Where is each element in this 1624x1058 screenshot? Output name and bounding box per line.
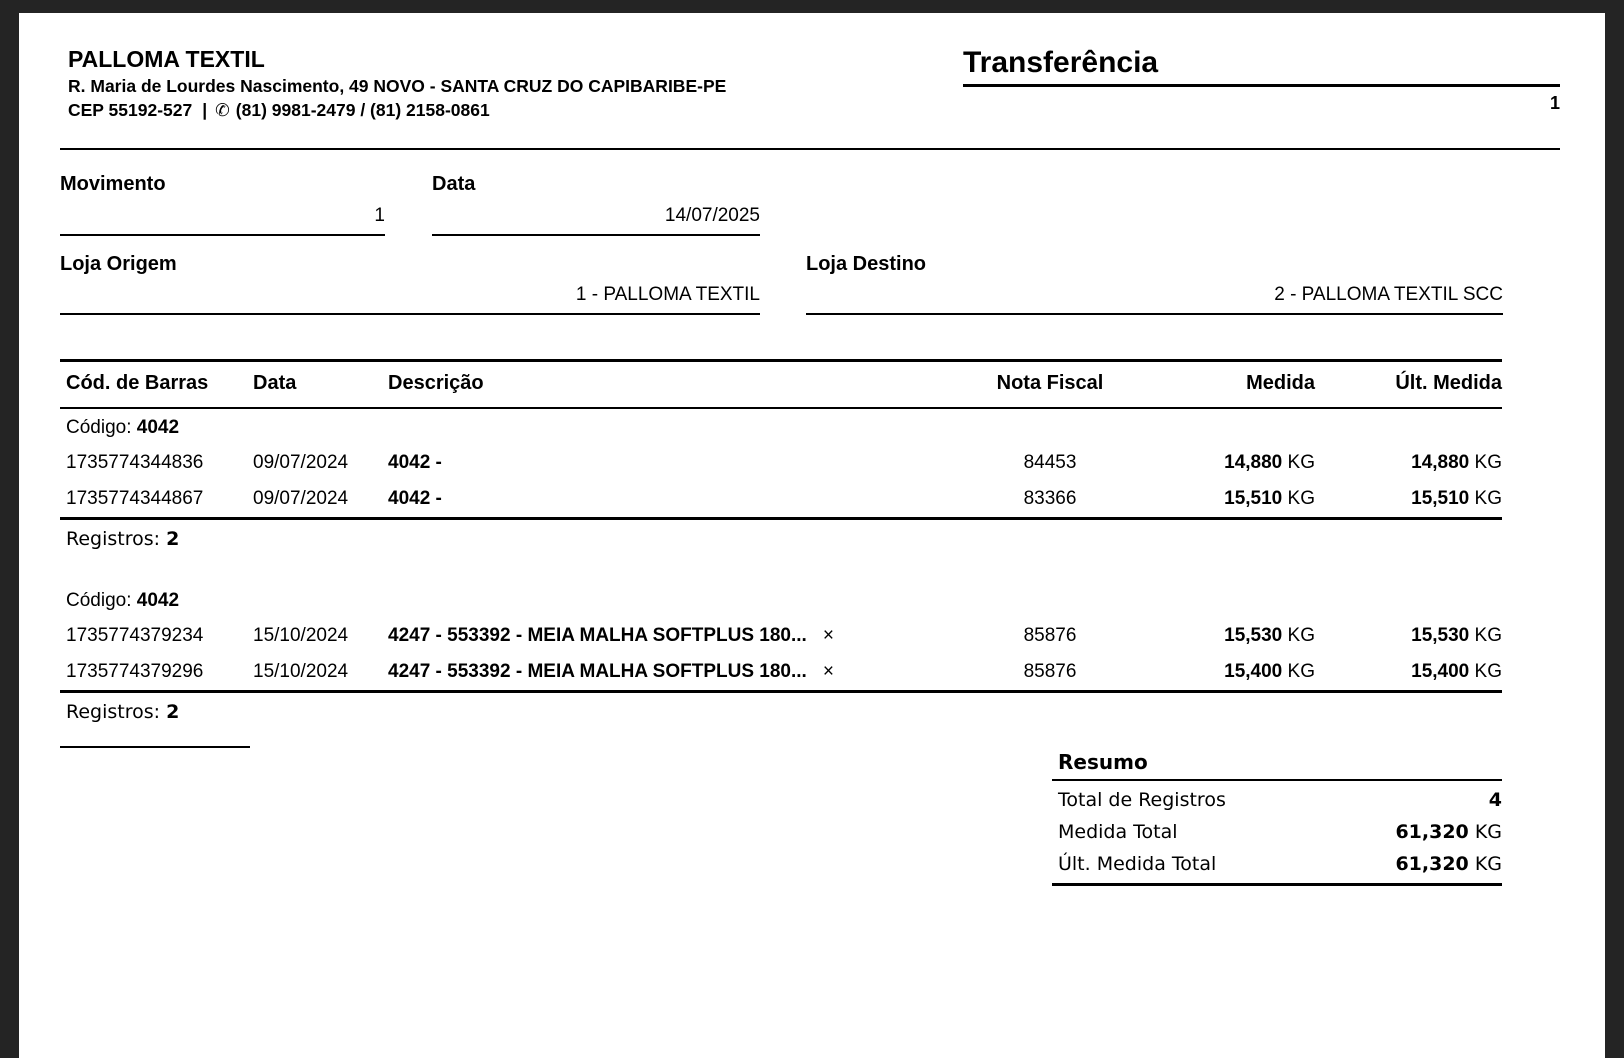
movimento-label: Movimento [60, 173, 166, 195]
registros-value: 2 [166, 528, 180, 550]
summary-unit: KG [1474, 821, 1502, 843]
cancel-x-marker: × [822, 625, 834, 646]
cell-description [388, 625, 960, 647]
measure-unit: KG [1287, 661, 1315, 682]
header-invoice: Nota Fiscal [996, 372, 1104, 394]
last-measure-value: 15,510 [1411, 488, 1470, 509]
table-group [60, 409, 1502, 556]
company-cep: CEP 55192-527 [68, 100, 193, 120]
cell-invoice: 85876 [1023, 661, 1077, 682]
summary-number: 61,320 [1395, 821, 1469, 843]
measure-value: 15,400 [1224, 661, 1283, 682]
description-text: 4042 - [388, 452, 442, 473]
last-measure-value: 14,880 [1411, 452, 1470, 473]
code-value: 4042 [136, 590, 180, 611]
cell-last-measure [1315, 488, 1502, 510]
group-code-line [60, 582, 1502, 618]
measure-unit: KG [1287, 452, 1315, 473]
summary-number: 61,320 [1395, 853, 1469, 875]
header-divider [60, 148, 1560, 150]
summary-number: 4 [1488, 789, 1502, 811]
cell-measure [1140, 452, 1315, 474]
report-title: Transferência [963, 46, 1560, 87]
cell-measure [1140, 661, 1315, 683]
transfer-table [60, 359, 1502, 729]
code-value: 4042 [136, 417, 180, 438]
group-rows [60, 445, 1502, 520]
last-measure-unit: KG [1474, 661, 1502, 682]
cell-last-measure [1315, 625, 1502, 647]
measure-unit: KG [1287, 625, 1315, 646]
cell-barcode: 1735774344836 [66, 452, 204, 473]
data-label: Data [432, 173, 476, 195]
cell-barcode: 1735774379296 [66, 661, 204, 682]
page-number: 1 [1549, 93, 1560, 113]
summary-value [1489, 789, 1502, 811]
cell-measure [1140, 488, 1315, 510]
summary-row [1052, 816, 1502, 848]
measure-value: 15,510 [1224, 488, 1283, 509]
description-text: 4247 - 553392 - MEIA MALHA SOFTPLUS 180... [388, 661, 807, 682]
summary-value [1395, 853, 1502, 875]
header-barcode: Cód. de Barras [66, 372, 209, 394]
cell-date: 09/07/2024 [253, 488, 349, 509]
phone-icon: ✆ [215, 100, 230, 120]
signature-line [60, 746, 250, 748]
summary-unit: KG [1474, 853, 1502, 875]
contact-separator: | [202, 100, 208, 120]
loja-origem-value: 1 - PALLOMA TEXTIL [60, 284, 760, 315]
cell-invoice: 84453 [1023, 452, 1077, 473]
summary-value [1395, 821, 1502, 843]
cell-date: 15/10/2024 [253, 625, 349, 646]
table-row [60, 445, 1502, 481]
table-row [60, 618, 1502, 654]
cell-last-measure [1315, 661, 1502, 683]
code-label: Código: [66, 590, 132, 611]
group-registros [60, 693, 1502, 729]
summary-row [1052, 848, 1502, 880]
last-measure-unit: KG [1474, 452, 1502, 473]
summary-section [1052, 750, 1502, 886]
registros-value: 2 [166, 701, 180, 723]
table-header-row [60, 362, 1502, 409]
group-code-line [60, 409, 1502, 445]
cell-barcode: 1735774344867 [66, 488, 204, 509]
cell-last-measure [1315, 452, 1502, 474]
measure-unit: KG [1287, 488, 1315, 509]
company-phones: (81) 9981-2479 / (81) 2158-0861 [235, 100, 490, 120]
document-page [19, 13, 1605, 1058]
summary-label: Total de Registros [1058, 789, 1226, 811]
summary-box [1052, 779, 1502, 886]
last-measure-unit: KG [1474, 625, 1502, 646]
cell-measure [1140, 625, 1315, 647]
summary-label: Medida Total [1058, 821, 1178, 843]
loja-destino-value: 2 - PALLOMA TEXTIL SCC [806, 284, 1503, 315]
measure-value: 14,880 [1224, 452, 1283, 473]
loja-origem-label: Loja Origem [60, 253, 177, 275]
company-contact [68, 100, 928, 120]
summary-label: Últ. Medida Total [1058, 853, 1217, 875]
measure-value: 15,530 [1224, 625, 1283, 646]
loja-destino-label: Loja Destino [806, 253, 927, 275]
last-measure-unit: KG [1474, 488, 1502, 509]
group-rows [60, 618, 1502, 693]
company-address: R. Maria de Lourdes Nascimento, 49 NOVO - SANTA CRUZ DO CAPIBARIBE-PE [68, 76, 727, 96]
header-date: Data [253, 372, 297, 394]
summary-title: Resumo [1058, 750, 1148, 774]
summary-row [1052, 784, 1502, 816]
table-group [60, 582, 1502, 729]
cell-date: 15/10/2024 [253, 661, 349, 682]
header-last-measure: Últ. Medida [1395, 372, 1502, 394]
header-measure: Medida [1246, 372, 1315, 394]
table-row [60, 481, 1502, 517]
last-measure-value: 15,530 [1411, 625, 1470, 646]
description-text: 4042 - [388, 488, 442, 509]
registros-label: Registros: [66, 528, 161, 550]
cell-description [388, 452, 960, 474]
cell-invoice: 85876 [1023, 625, 1077, 646]
cell-date: 09/07/2024 [253, 452, 349, 473]
company-name: PALLOMA TEXTIL [68, 46, 265, 72]
data-value: 14/07/2025 [432, 205, 760, 236]
cell-description [388, 488, 960, 510]
code-label: Código: [66, 417, 132, 438]
report-header [963, 46, 1560, 114]
table-row [60, 654, 1502, 690]
registros-label: Registros: [66, 701, 161, 723]
last-measure-value: 15,400 [1411, 661, 1470, 682]
company-header [68, 46, 928, 120]
header-description: Descrição [388, 372, 484, 394]
cancel-x-marker: × [822, 661, 834, 682]
cell-barcode: 1735774379234 [66, 625, 204, 646]
cell-description [388, 661, 960, 683]
cell-invoice: 83366 [1023, 488, 1077, 509]
description-text: 4247 - 553392 - MEIA MALHA SOFTPLUS 180... [388, 625, 807, 646]
movimento-value: 1 [60, 205, 385, 236]
group-registros [60, 520, 1502, 556]
